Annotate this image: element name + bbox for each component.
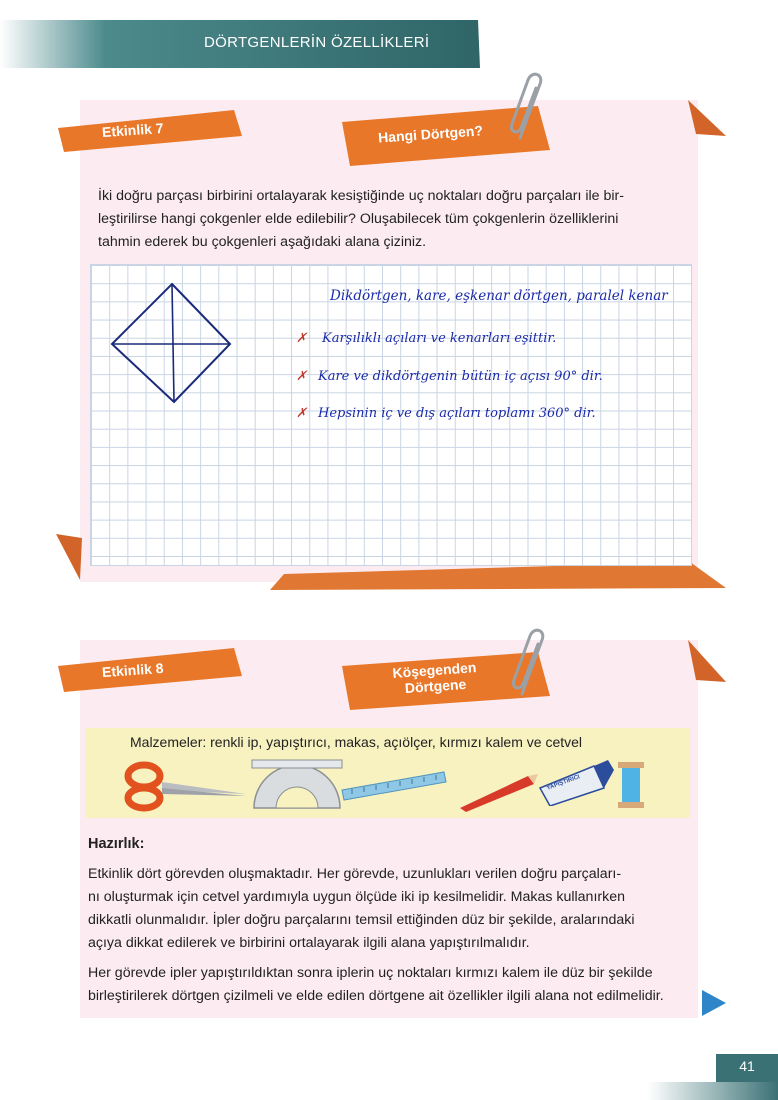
instructions-line: tahmin ederek bu çokgenleri aşağıdaki alana çiziniz. xyxy=(98,234,427,250)
scissors-icon xyxy=(122,760,248,812)
handwritten-answer-line: Kare ve dikdörtgenin bütün iç açısı 90° dir. xyxy=(318,369,603,384)
red-pencil-icon xyxy=(458,772,538,812)
footer-bar xyxy=(648,1082,778,1100)
instructions-line: İki doğru parçası birbirini ortalayarak kesiştiğinde uç noktaları doğru parçaları ile bir- xyxy=(98,188,624,204)
handwritten-bullet-icon: ✗ xyxy=(296,369,307,384)
panel-corner-fold xyxy=(52,530,92,582)
protractor-icon xyxy=(250,756,344,812)
instructions-line: leştirilirse hangi çokgenler elde edilebilir? Oluşabilecek tüm çokgenlerin özelliklerini xyxy=(98,211,619,227)
activity-7-title: Hangi Dörtgen? xyxy=(377,122,484,146)
activity-7-instructions xyxy=(98,185,698,254)
handwritten-answer-line: Karşılıklı açıları ve kenarları eşittir. xyxy=(322,331,557,346)
activity-8-title-line: Köşegenden xyxy=(391,659,477,681)
preparation-heading: Hazırlık: xyxy=(88,836,145,852)
preparation-line: Her görevde ipler yapıştırıldıktan sonra iplerin uç noktaları kırmızı kalem ile düz bir şekilde xyxy=(88,965,653,981)
preparation-line: Etkinlik dört görevden oluşmaktadır. Her görevde, uzunlukları verilen doğru parçaları- xyxy=(88,866,622,882)
handwritten-bullet-icon: ✗ xyxy=(296,331,307,346)
paperclip-icon xyxy=(506,72,552,144)
paperclip-icon xyxy=(508,628,554,700)
panel-corner-fold xyxy=(682,636,728,686)
preparation-paragraph xyxy=(88,863,698,955)
page-number: 41 xyxy=(739,1058,755,1074)
materials-list: Malzemeler: renkli ip, yapıştırıcı, makas, açıölçer, kırmızı kalem ve cetvel xyxy=(130,734,583,750)
activity-8-label: Etkinlik 8 xyxy=(101,659,164,681)
preparation-paragraph xyxy=(88,962,698,1008)
handwritten-answer-line: Hepsinin iç ve dış açıları toplamı 360° dir. xyxy=(318,406,596,421)
handwritten-answer-line: Dikdörtgen, kare, eşkenar dörtgen, paralel kenar xyxy=(330,288,668,304)
preparation-line: nı oluşturmak için cetvel yardımıyla uygun ölçüde iki ip kesilmelidir. Makas kullanırken xyxy=(88,889,625,905)
activity-8-title-line: Dörtgene xyxy=(404,675,467,697)
next-page-arrow-icon[interactable] xyxy=(700,988,728,1018)
rhombus-drawing xyxy=(106,280,236,410)
chapter-title: DÖRTGENLERİN ÖZELLİKLERİ xyxy=(204,34,430,51)
handwritten-bullet-icon: ✗ xyxy=(296,406,307,421)
activity-7-label: Etkinlik 7 xyxy=(101,119,164,141)
thread-spool-icon xyxy=(616,760,646,810)
panel-corner-fold xyxy=(682,96,728,140)
glue-label: YAPIŞTIRICI xyxy=(546,774,581,792)
preparation-line: açıya dikkat edilerek ve birbirini ortalayarak ilgili alana yapıştırılmalıdır. xyxy=(88,935,530,951)
ruler-icon xyxy=(340,768,448,802)
preparation-line: dikkatli olunmalıdır. İpler doğru parçalarını temsil ettiğinden düz bir şekilde, aralarındaki xyxy=(88,912,635,928)
glue-bottle-icon xyxy=(536,758,616,806)
preparation-line: birleştirilerek dörtgen çizilmeli ve elde edilen dörtgene ait özellikler ilgili alana not edilmelidir. xyxy=(88,988,664,1004)
